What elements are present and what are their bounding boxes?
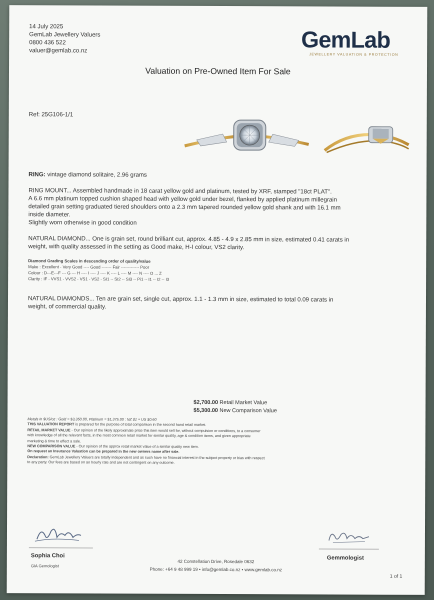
note-new-text: - Our opinion of the approx retail market value of a similar quality new item. xyxy=(75,444,199,449)
natural-diamonds-section xyxy=(28,295,408,313)
mount-line: A 6.6 mm platinum topped cushion shaped head with yellow gold under bezel, flanked by applied platinum millegrain xyxy=(28,196,337,204)
comparison-value-amount: $5,300.00 xyxy=(193,407,218,415)
reference-number: Ref: 25G106-1/1 xyxy=(28,112,74,119)
comparison-value-row xyxy=(193,407,276,415)
ring-description xyxy=(29,171,409,181)
grading-title: Diamond Grading Scales in descending order of quality/value xyxy=(28,258,151,264)
page-number: 1 of 1 xyxy=(389,573,403,580)
grading-scales xyxy=(28,258,408,284)
diamond-line: NATURAL DIAMOND... One is grain set, round brilliant cut, approx. 4.85 - 4.9 x 2.85 mm in size, estimated 0.41 carats in xyxy=(28,236,350,244)
grading-clarity: Clarity : IF - VVS1 - VVS2 - VS1 - VS2 - SI1 -- SI2 -- SI3 -- Pi1 -- I1 -- I2 -- I3 xyxy=(28,276,170,282)
note-this-text: is prepared for the purpose of total comparison in the second hand retail market. xyxy=(74,422,207,428)
company-phone: 0800 436 522 xyxy=(29,40,66,47)
company-email: valuer@gemlab.co.nz xyxy=(29,48,88,55)
company-name: GemLab Jewellery Valuers xyxy=(29,32,101,39)
grading-make: Make : Excellent - Very Good ---- Good ------- Fair ------------- Poor xyxy=(28,264,150,270)
valuer-title: GIA Gemologist xyxy=(30,563,59,569)
report-date: 14 July 2025 xyxy=(29,24,64,31)
footer-contact: Phone: +64 9 48 999 19 • info@gemlab.co.nz • www.gemlab.co.nz xyxy=(149,566,283,573)
ring-text: vintage diamond solitaire, 2.96 grams xyxy=(45,172,147,179)
natural-diamond-section xyxy=(28,235,408,253)
mount-line: inside diameter. xyxy=(28,212,71,219)
diamonds-line: weight, of commercial quality. xyxy=(27,304,107,311)
diamond-line: weight, with quality assessed in the setting as Good make, H-I colour, VS2 clarity. xyxy=(28,244,245,252)
metal-prices: Metals in $US/oz : Gold = $3,350.00, Platinum = $1,375.00 : NZ $1 = US $0.60 xyxy=(27,417,157,422)
footer-address: 42 Constellation Drive, Rosedale 0632 xyxy=(177,558,255,565)
logo-tagline: JEWELLERY VALUATION & PROTECTION xyxy=(309,52,399,57)
note-retail-title: RETAIL MARKET VALUE xyxy=(27,427,71,433)
valuation-notes xyxy=(27,417,407,467)
valuation-values xyxy=(193,399,276,415)
valuation-sheet xyxy=(7,5,428,595)
ring-label: RING: xyxy=(28,172,46,179)
signature-line-left xyxy=(29,547,93,548)
retail-value-amount: $2,700.00 xyxy=(193,399,219,407)
valuer-name: Sophia Choi xyxy=(30,553,65,560)
signature-line-right xyxy=(319,548,379,549)
comparison-value-label: New Comparison Value xyxy=(217,408,277,415)
declaration-cont: to any party. Our fees are based on an hourly rate and are not contingent on any outcome. xyxy=(27,460,175,466)
note-retail-text: - Our opinion of the likely approximate price this item would sell for, without compulsion or conditions, to a consumer xyxy=(70,428,261,434)
note-insurance-request: On request an Insurance Valuation can be prepared in the new owners name after sale. xyxy=(27,449,180,455)
declaration-title: Declaration: xyxy=(27,455,49,460)
note-retail-cont: with knowledge of all the relevant facts, in the most common retail market for similar quality, age & condition items, and given appropriate xyxy=(27,433,251,439)
note-this-title: THIS VALUATION REPORT xyxy=(27,422,75,427)
ring-photograph xyxy=(177,110,417,161)
retail-value-label: Retail Market Value xyxy=(218,400,268,407)
mount-line: Slightly worn otherwise in good condition xyxy=(28,220,137,227)
note-new-title: NEW COMPARISON VALUE xyxy=(27,444,76,449)
mount-line: detailed grain setting graduated tiered shoulders onto a 2.3 mm tapered rounded yellow gold shank and with 16.1 mm xyxy=(28,204,341,212)
diamonds-line: NATURAL DIAMONDS... Ten are grain set, single cut, approx. 1.1 - 1.3 mm in size, estimated to total 0.09 carats in xyxy=(27,296,334,304)
declaration-text: GemLab Jewellery Valuers are totally independent and as such have no financial interest in the subject property or bias with respect xyxy=(48,455,265,461)
grading-colour: Colour : D---E---F --- G --- H ---- I ---- J ---- K ---- L ---- M ---- N ---- O ... Z xyxy=(28,270,162,276)
signature-right xyxy=(325,528,373,546)
note-retail-cont: marketing & time to effect a sale. xyxy=(27,438,82,444)
document-title: Valuation on Pre-Owned Item For Sale xyxy=(145,65,291,77)
mount-line: RING MOUNT... Assembled handmade in 18 carat yellow gold and platinum, tested by XRF, stamped "18ct PLAT". xyxy=(28,188,332,196)
gemlab-logo: GemLab xyxy=(301,26,391,53)
signature-left xyxy=(33,525,85,545)
ring-mount-section xyxy=(28,187,408,229)
gemmologist-title: Gemmologist xyxy=(326,555,364,562)
